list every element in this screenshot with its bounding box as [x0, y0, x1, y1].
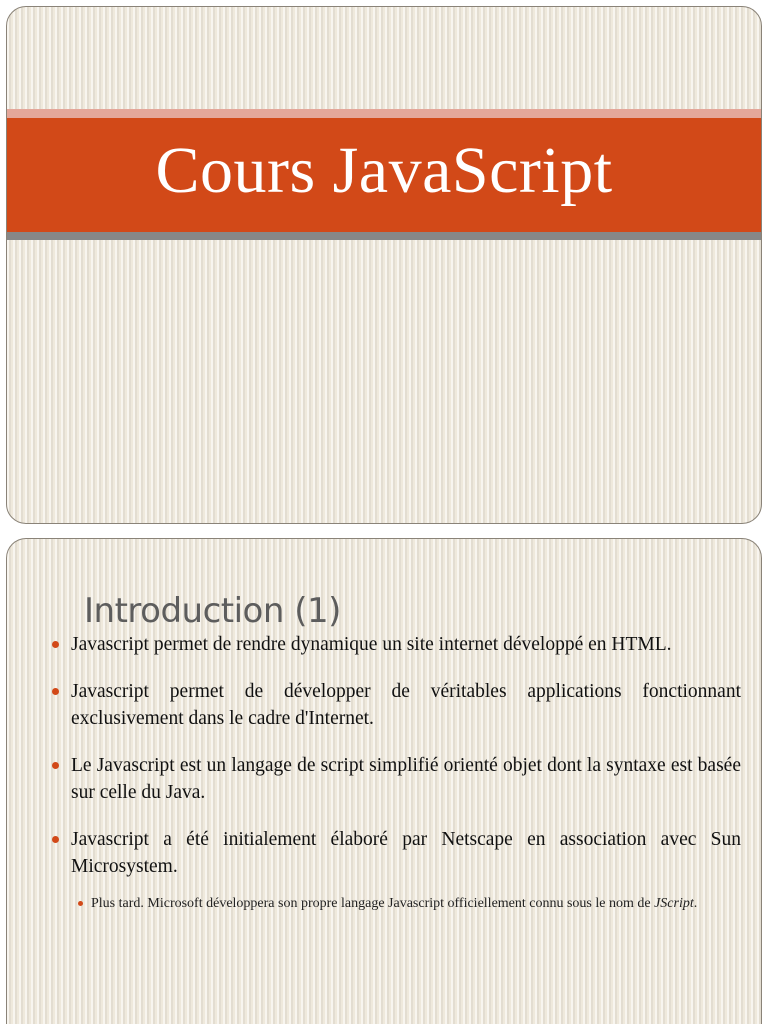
bullet-item — [71, 752, 741, 806]
title-band-bottom-stripe — [7, 232, 761, 240]
bullet-dot-icon — [52, 688, 59, 695]
sub-bullet-list — [71, 894, 741, 913]
title-slide — [6, 6, 762, 524]
slide-heading: Introduction (1) — [84, 591, 341, 631]
bullet-text: Javascript a été initialement élaboré par Netscape en association avec Sun Microsystem. — [71, 829, 741, 877]
bullet-list — [71, 631, 741, 913]
title-band-top-stripe — [7, 109, 761, 118]
bullet-item — [71, 631, 741, 658]
sub-bullet-emphasis: JScript — [654, 896, 694, 911]
bullet-dot-icon — [52, 641, 59, 648]
sub-bullet-item — [91, 894, 741, 913]
sub-bullet-container — [71, 894, 741, 913]
bullet-dot-icon — [52, 762, 59, 769]
bullet-text: Javascript permet de rendre dynamique un site internet développé en HTML. — [71, 634, 672, 655]
bullet-dot-icon — [52, 836, 59, 843]
sub-bullet-text-end: . — [693, 896, 698, 911]
content-slide — [6, 538, 762, 1024]
bullet-item — [71, 678, 741, 732]
bullet-text: Le Javascript est un langage de script simplifié orienté objet dont la syntaxe est basée sur celle du Java. — [71, 755, 741, 803]
bullet-item — [71, 826, 741, 880]
sub-bullet-dot-icon — [78, 901, 83, 906]
bullet-text: Javascript permet de développer de véritables applications fonctionnant exclusivement dans le cadre d'Internet. — [71, 681, 741, 729]
sub-bullet-text: Plus tard. Microsoft développera son propre langage Javascript officiellement connu sous le nom de — [91, 896, 655, 911]
slide-title: Cours JavaScript — [155, 134, 613, 207]
title-band — [7, 118, 761, 232]
